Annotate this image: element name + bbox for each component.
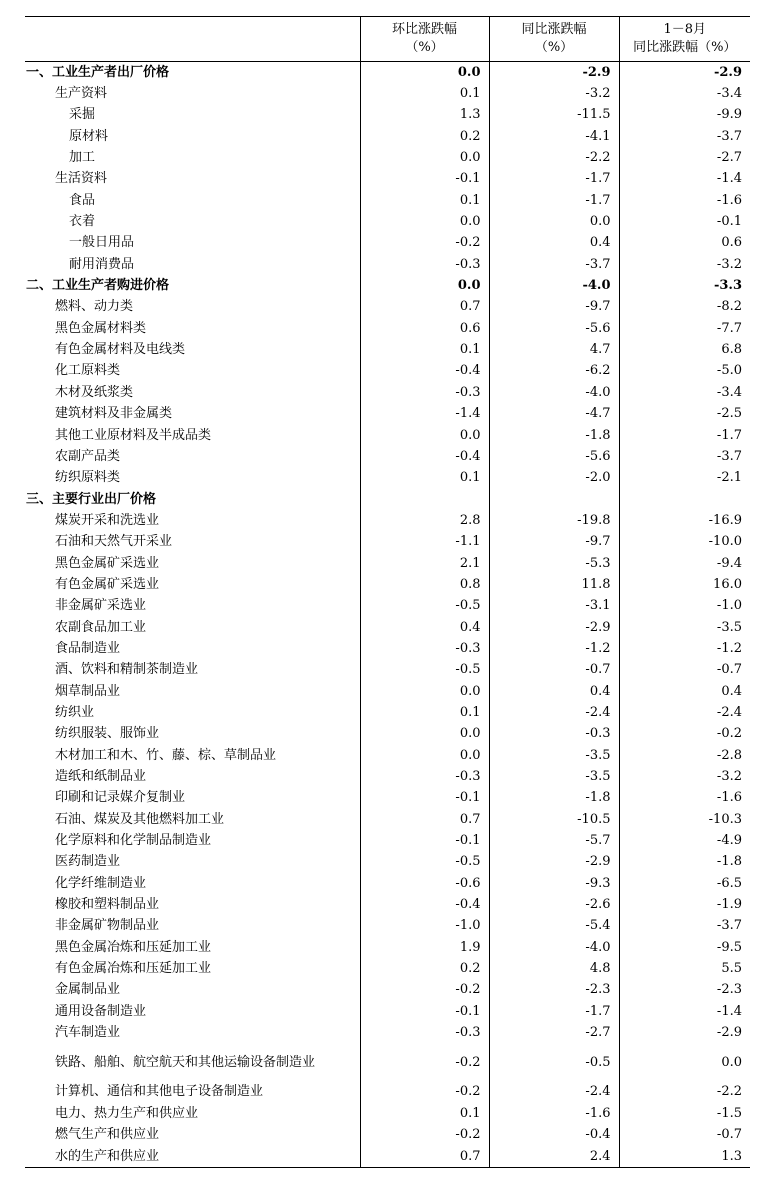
row-item-name: 石油、煤炭及其他燃料加工业 [55, 811, 225, 827]
row-mom-value: 0.1 [360, 468, 489, 489]
row-mom-value: 0.0 [360, 745, 489, 766]
table-row [25, 937, 750, 958]
row-mom-value: -0.1 [360, 830, 489, 851]
row-item-name: 食品 [69, 192, 96, 208]
row-item-name: 三、主要行业出厂价格 [26, 491, 157, 507]
row-ytd-value: -4.9 [619, 830, 750, 851]
row-yoy-value: -2.3 [489, 980, 619, 1001]
row-yoy-value: -0.4 [489, 1125, 619, 1146]
row-yoy-value: -5.3 [489, 553, 619, 574]
row-item-name: 有色金属矿采选业 [55, 576, 160, 592]
table-row [25, 873, 750, 894]
row-mom-value: 0.1 [360, 339, 489, 360]
row-item-name: 造纸和纸制品业 [55, 769, 147, 785]
row-ytd-value: -0.1 [619, 211, 750, 232]
row-yoy-value: 11.8 [489, 574, 619, 595]
row-yoy-value: -2.9 [489, 62, 619, 84]
row-item-name: 汽车制造业 [55, 1025, 121, 1041]
table-row [25, 532, 750, 553]
row-yoy-value: -9.7 [489, 297, 619, 318]
row-item-name: 电力、热力生产和供应业 [55, 1105, 199, 1121]
row-mom-value: -1.0 [360, 916, 489, 937]
table-row [25, 617, 750, 638]
row-yoy-value: -3.1 [489, 596, 619, 617]
price-index-table [25, 16, 750, 1168]
row-mom-value: 0.0 [360, 211, 489, 232]
row-ytd-value: -2.8 [619, 745, 750, 766]
table-row [25, 574, 750, 595]
row-ytd-value: -1.4 [619, 169, 750, 190]
row-mom-value: 0.0 [360, 275, 489, 296]
table-row [25, 318, 750, 339]
row-item-name: 金属制品业 [55, 982, 121, 998]
row-yoy-value: -0.5 [489, 1044, 619, 1082]
row-ytd-value: -2.2 [619, 1082, 750, 1103]
table-row [25, 766, 750, 787]
row-mom-value: 0.2 [360, 958, 489, 979]
table-row [25, 553, 750, 574]
row-item-name: 铁路、船舶、航空航天和其他运输设备制造业 [55, 1055, 316, 1071]
table-row [25, 233, 750, 254]
table-row [25, 702, 750, 723]
row-yoy-value: -3.7 [489, 254, 619, 275]
row-mom-value: 0.8 [360, 574, 489, 595]
table-row [25, 425, 750, 446]
row-ytd-value: -10.3 [619, 809, 750, 830]
row-item-name: 纺织原料类 [55, 470, 121, 486]
row-mom-value: -0.3 [360, 766, 489, 787]
row-ytd-value: -9.9 [619, 105, 750, 126]
row-item-name: 黑色金属矿采选业 [55, 555, 160, 571]
table-row [25, 62, 750, 84]
row-yoy-value: -4.7 [489, 404, 619, 425]
row-item-name: 印刷和记录媒介复制业 [55, 790, 186, 806]
header-mom [360, 17, 489, 62]
row-yoy-value: -4.0 [489, 275, 619, 296]
row-mom-value: -0.3 [360, 254, 489, 275]
header-yoy [489, 17, 619, 62]
row-mom-value: -1.4 [360, 404, 489, 425]
row-item-name: 石油和天然气开采业 [55, 534, 173, 550]
table-row [25, 1001, 750, 1022]
row-yoy-value: -3.2 [489, 83, 619, 104]
table-row [25, 510, 750, 531]
table-row [25, 660, 750, 681]
table-row [25, 147, 750, 168]
row-ytd-value: 0.0 [619, 1044, 750, 1082]
table-header [25, 17, 750, 62]
row-item-name: 燃气生产和供应业 [55, 1127, 160, 1143]
row-item-name: 黑色金属材料类 [55, 320, 147, 336]
row-yoy-value: -6.2 [489, 361, 619, 382]
row-ytd-value: -3.7 [619, 126, 750, 147]
table-row [25, 404, 750, 425]
row-mom-value: 1.9 [360, 937, 489, 958]
row-ytd-value: -1.4 [619, 1001, 750, 1022]
table-row [25, 852, 750, 873]
row-mom-value: 0.4 [360, 617, 489, 638]
row-mom-value: 0.1 [360, 702, 489, 723]
row-mom-value: 2.1 [360, 553, 489, 574]
row-mom-value: 0.7 [360, 1146, 489, 1168]
row-ytd-value: 0.4 [619, 681, 750, 702]
row-ytd-value: -3.7 [619, 916, 750, 937]
table-row [25, 1022, 750, 1043]
row-mom-value: 0.0 [360, 681, 489, 702]
row-mom-value: 0.0 [360, 724, 489, 745]
row-mom-value: 0.1 [360, 1103, 489, 1124]
row-yoy-value: -1.7 [489, 1001, 619, 1022]
table-row [25, 169, 750, 190]
row-item-name: 一般日用品 [69, 235, 135, 251]
row-item-name: 烟草制品业 [55, 683, 121, 699]
row-ytd-value: -0.2 [619, 724, 750, 745]
row-ytd-value: -3.3 [619, 275, 750, 296]
table-row [25, 916, 750, 937]
row-ytd-value: -3.7 [619, 446, 750, 467]
row-ytd-value: -2.7 [619, 147, 750, 168]
header-yoy-line2: （%） [534, 40, 574, 55]
row-item-name: 非金属矿采选业 [55, 598, 147, 614]
row-ytd-value: -5.0 [619, 361, 750, 382]
row-mom-value: -1.1 [360, 532, 489, 553]
table-row [25, 254, 750, 275]
row-yoy-value: -2.4 [489, 702, 619, 723]
row-ytd-value: -1.5 [619, 1103, 750, 1124]
row-ytd-value: -1.7 [619, 425, 750, 446]
row-yoy-value: -5.6 [489, 318, 619, 339]
row-mom-value [360, 489, 489, 510]
table-row [25, 190, 750, 211]
row-item-name: 耐用消费品 [69, 256, 135, 272]
price-index-table-container [25, 16, 750, 1168]
row-ytd-value: -1.6 [619, 190, 750, 211]
row-mom-value: 0.2 [360, 126, 489, 147]
row-ytd-value: -16.9 [619, 510, 750, 531]
table-row [25, 105, 750, 126]
row-item-name: 化学纤维制造业 [55, 875, 147, 891]
row-yoy-value: -4.0 [489, 937, 619, 958]
table-row [25, 297, 750, 318]
row-item-name: 加工 [69, 150, 96, 166]
row-yoy-value: -11.5 [489, 105, 619, 126]
row-mom-value: 2.8 [360, 510, 489, 531]
table-body [25, 62, 750, 1168]
row-yoy-value: 0.4 [489, 681, 619, 702]
row-mom-value: -0.2 [360, 1044, 489, 1082]
row-item-name: 二、工业生产者购进价格 [26, 278, 170, 294]
row-yoy-value: -0.3 [489, 724, 619, 745]
table-row [25, 1103, 750, 1124]
table-row [25, 382, 750, 403]
row-item-name: 原材料 [69, 128, 109, 144]
row-ytd-value: -0.7 [619, 660, 750, 681]
row-yoy-value: -5.4 [489, 916, 619, 937]
table-row [25, 211, 750, 232]
table-row [25, 724, 750, 745]
table-row [25, 83, 750, 104]
row-mom-value: -0.3 [360, 382, 489, 403]
row-item-name: 木材加工和木、竹、藤、棕、草制品业 [55, 747, 277, 763]
row-ytd-value: -1.8 [619, 852, 750, 873]
table-row [25, 894, 750, 915]
row-mom-value: 0.6 [360, 318, 489, 339]
row-yoy-value: -2.9 [489, 617, 619, 638]
row-ytd-value: -1.0 [619, 596, 750, 617]
row-item-name: 食品制造业 [55, 640, 121, 656]
table-row [25, 126, 750, 147]
row-ytd-value: -2.9 [619, 62, 750, 84]
table-row [25, 681, 750, 702]
row-yoy-value: -2.2 [489, 147, 619, 168]
row-item-name: 有色金属冶炼和压延加工业 [55, 961, 212, 977]
row-yoy-value: 0.0 [489, 211, 619, 232]
row-mom-value: -0.5 [360, 852, 489, 873]
table-row [25, 275, 750, 296]
row-mom-value: -0.5 [360, 660, 489, 681]
row-item-name: 燃料、动力类 [55, 299, 134, 315]
row-yoy-value: -3.5 [489, 745, 619, 766]
row-yoy-value: -3.5 [489, 766, 619, 787]
row-item-name: 有色金属材料及电线类 [55, 342, 186, 358]
row-ytd-value: -9.4 [619, 553, 750, 574]
row-yoy-value: -1.2 [489, 638, 619, 659]
row-yoy-value: -2.7 [489, 1022, 619, 1043]
row-mom-value: -0.2 [360, 1125, 489, 1146]
row-yoy-value: 2.4 [489, 1146, 619, 1168]
header-row [25, 17, 750, 62]
table-row [25, 788, 750, 809]
table-row [25, 1044, 750, 1082]
row-ytd-value: -7.7 [619, 318, 750, 339]
table-row [25, 830, 750, 851]
row-item-name: 化学原料和化学制品制造业 [55, 833, 212, 849]
row-ytd-value: -3.2 [619, 766, 750, 787]
row-ytd-value: -3.5 [619, 617, 750, 638]
table-row [25, 745, 750, 766]
row-mom-value: -0.2 [360, 233, 489, 254]
row-mom-value: -0.1 [360, 169, 489, 190]
row-ytd-value: 5.5 [619, 958, 750, 979]
row-item-name: 衣着 [69, 214, 96, 230]
table-row [25, 958, 750, 979]
header-yoy-line1: 同比涨跌幅 [521, 22, 587, 37]
table-row [25, 468, 750, 489]
row-item-name: 非金属矿物制品业 [55, 918, 160, 934]
row-yoy-value: -2.0 [489, 468, 619, 489]
row-item-name: 木材及纸浆类 [55, 384, 134, 400]
row-ytd-value: 1.3 [619, 1146, 750, 1168]
table-row [25, 980, 750, 1001]
row-ytd-value: 6.8 [619, 339, 750, 360]
row-ytd-value: 0.6 [619, 233, 750, 254]
table-row [25, 446, 750, 467]
row-yoy-value: -9.7 [489, 532, 619, 553]
header-ytd-line2: 同比涨跌幅（%） [633, 40, 737, 55]
table-row [25, 361, 750, 382]
row-mom-value: -0.1 [360, 788, 489, 809]
row-yoy-value: -5.7 [489, 830, 619, 851]
row-yoy-value: 0.4 [489, 233, 619, 254]
row-yoy-value: -5.6 [489, 446, 619, 467]
header-ytd [619, 17, 750, 62]
row-mom-value: -0.3 [360, 638, 489, 659]
table-row [25, 809, 750, 830]
row-yoy-value: -1.8 [489, 788, 619, 809]
row-mom-value: -0.4 [360, 361, 489, 382]
row-item-name: 农副食品加工业 [55, 619, 147, 635]
row-ytd-value: 16.0 [619, 574, 750, 595]
row-item-name: 煤炭开采和洗选业 [55, 512, 160, 528]
row-item-name: 农副产品类 [55, 448, 121, 464]
row-yoy-value: -1.7 [489, 190, 619, 211]
row-mom-value: -0.3 [360, 1022, 489, 1043]
row-mom-value: -0.2 [360, 980, 489, 1001]
header-mom-line2: （%） [405, 40, 444, 55]
row-ytd-value: -10.0 [619, 532, 750, 553]
header-ytd-line1: 1－8月 [663, 22, 707, 37]
row-yoy-value: -9.3 [489, 873, 619, 894]
table-row [25, 489, 750, 510]
row-mom-value: -0.4 [360, 446, 489, 467]
row-item-name: 通用设备制造业 [55, 1003, 147, 1019]
table-row [25, 1146, 750, 1168]
row-ytd-value: -6.5 [619, 873, 750, 894]
row-ytd-value: -0.7 [619, 1125, 750, 1146]
row-yoy-value: -4.0 [489, 382, 619, 403]
table-row [25, 596, 750, 617]
row-ytd-value: -1.2 [619, 638, 750, 659]
row-mom-value: 1.3 [360, 105, 489, 126]
table-row [25, 1125, 750, 1146]
header-item-blank [25, 17, 360, 62]
row-yoy-value: -2.9 [489, 852, 619, 873]
row-item-name: 化工原料类 [55, 363, 121, 379]
row-ytd-value: -2.4 [619, 702, 750, 723]
row-mom-value: 0.0 [360, 147, 489, 168]
row-item-name: 酒、饮料和精制茶制造业 [55, 662, 199, 678]
row-yoy-value: 4.7 [489, 339, 619, 360]
row-item-name: 医药制造业 [55, 854, 121, 870]
row-ytd-value: -2.5 [619, 404, 750, 425]
row-yoy-value: -0.7 [489, 660, 619, 681]
row-ytd-value: -9.5 [619, 937, 750, 958]
row-mom-value: 0.0 [360, 425, 489, 446]
row-mom-value: 0.7 [360, 809, 489, 830]
table-row [25, 339, 750, 360]
row-ytd-value: -8.2 [619, 297, 750, 318]
row-mom-value: 0.0 [360, 62, 489, 84]
row-item-name: 计算机、通信和其他电子设备制造业 [55, 1084, 264, 1100]
row-yoy-value: -10.5 [489, 809, 619, 830]
row-item-name: 其他工业原材料及半成品类 [55, 427, 212, 443]
row-yoy-value: -1.6 [489, 1103, 619, 1124]
row-yoy-value: -2.6 [489, 894, 619, 915]
row-yoy-value: -1.8 [489, 425, 619, 446]
row-ytd-value: -2.9 [619, 1022, 750, 1043]
row-ytd-value: -3.4 [619, 83, 750, 104]
row-yoy-value: -19.8 [489, 510, 619, 531]
row-ytd-value: -3.2 [619, 254, 750, 275]
row-ytd-value: -1.9 [619, 894, 750, 915]
row-yoy-value: -1.7 [489, 169, 619, 190]
row-mom-value: 0.1 [360, 83, 489, 104]
table-row [25, 1082, 750, 1103]
row-mom-value: -0.5 [360, 596, 489, 617]
row-mom-value: 0.7 [360, 297, 489, 318]
row-ytd-value: -3.4 [619, 382, 750, 403]
row-item-name: 生活资料 [55, 171, 108, 187]
row-item-name: 纺织服装、服饰业 [55, 726, 160, 742]
row-item-name: 生产资料 [55, 86, 108, 102]
row-yoy-value: -2.4 [489, 1082, 619, 1103]
row-yoy-value: -4.1 [489, 126, 619, 147]
row-ytd-value: -2.3 [619, 980, 750, 1001]
row-ytd-value: -2.1 [619, 468, 750, 489]
row-yoy-value [489, 489, 619, 510]
row-mom-value: 0.1 [360, 190, 489, 211]
header-mom-line1: 环比涨跌幅 [391, 22, 457, 37]
row-item-name: 橡胶和塑料制品业 [55, 897, 160, 913]
row-item-name: 水的生产和供应业 [25, 1146, 360, 1168]
row-ytd-value [619, 489, 750, 510]
row-ytd-value: -1.6 [619, 788, 750, 809]
row-item-name: 采掘 [69, 107, 96, 123]
row-item-name: 建筑材料及非金属类 [55, 406, 173, 422]
row-mom-value: -0.6 [360, 873, 489, 894]
row-item-name: 纺织业 [55, 704, 95, 720]
row-mom-value: -0.4 [360, 894, 489, 915]
row-mom-value: -0.2 [360, 1082, 489, 1103]
row-mom-value: -0.1 [360, 1001, 489, 1022]
row-item-name: 黑色金属冶炼和压延加工业 [55, 939, 212, 955]
row-yoy-value: 4.8 [489, 958, 619, 979]
row-item-name: 一、工业生产者出厂价格 [26, 64, 170, 80]
table-row [25, 638, 750, 659]
